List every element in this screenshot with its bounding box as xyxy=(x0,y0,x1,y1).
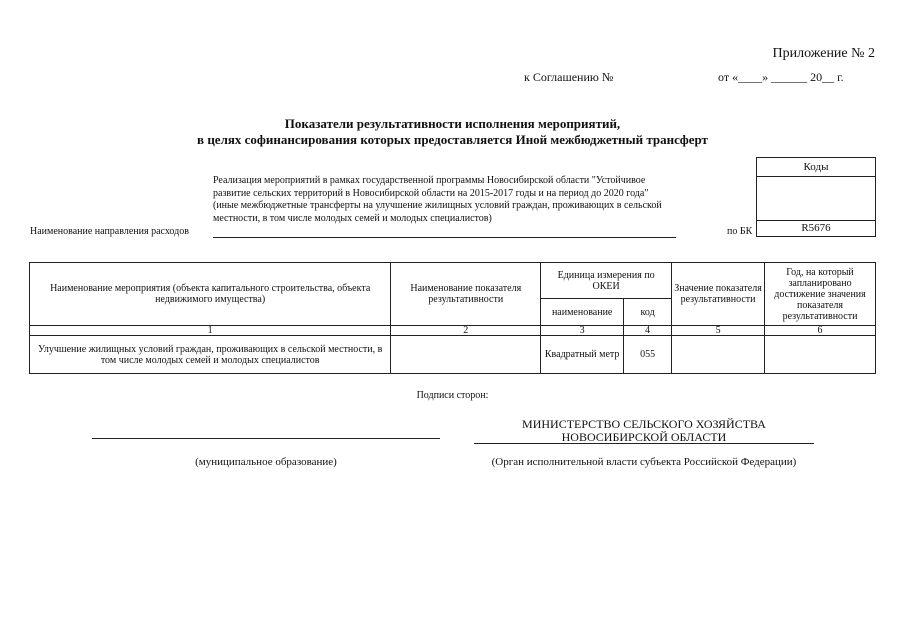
bk-label: по БК xyxy=(727,226,753,237)
header-unit-name: наименование xyxy=(541,299,624,326)
indicators-table xyxy=(29,262,876,374)
column-number: 3 xyxy=(541,326,624,336)
codes-box xyxy=(756,157,876,237)
row-unit-code: 055 xyxy=(624,336,672,374)
header-indicator: Наименование показателя результативности xyxy=(391,263,541,326)
row-indicator xyxy=(391,336,541,374)
agreement-reference: к Соглашению № xyxy=(524,70,614,84)
row-activity: Улучшение жилищных условий граждан, проживающих в сельской местности, в том числе молодых семей и молодых специалистов xyxy=(30,336,391,374)
codes-header: Коды xyxy=(757,158,875,177)
row-year xyxy=(765,336,876,374)
municipality-label: (муниципальное образование) xyxy=(195,456,337,468)
header-unit-code: код xyxy=(624,299,672,326)
bk-code-value: R5676 xyxy=(757,220,875,236)
row-value xyxy=(672,336,765,374)
column-number: 6 xyxy=(765,326,876,336)
expense-direction-underline xyxy=(213,237,676,238)
document-title xyxy=(0,116,905,148)
column-number: 1 xyxy=(30,326,391,336)
table-number-row xyxy=(30,326,876,336)
document-title-line-1: Показатели результативности исполнения мероприятий, xyxy=(284,116,621,131)
expense-direction-text: Реализация мероприятий в рамках государственной программы Новосибирской области "Устойчивое развитие сельских территорий в Новосибирской области на 2015-2017 годы и на период до 2020 года" (иные межбюджетные трансферты на улучшение жилищных условий граждан, проживающих в сельской местности, в том числе молодых семей и молодых специалистов) xyxy=(213,175,662,224)
ministry-signature-line xyxy=(474,443,814,444)
agreement-date: от «____» ______ 20__ г. xyxy=(718,70,844,84)
row-unit-name: Квадратный метр xyxy=(541,336,624,374)
column-number: 2 xyxy=(391,326,541,336)
header-year: Год, на который запланировано достижение значения показателя результативности xyxy=(765,263,876,326)
appendix-number: Приложение № 2 xyxy=(772,46,875,61)
document-title-line-2: в целях софинансирования которых предоставляется Иной межбюджетный трансферт xyxy=(197,132,708,147)
header-value: Значение показателя результативности xyxy=(672,263,765,326)
table-row xyxy=(30,336,876,374)
authority-label: (Орган исполнительной власти субъекта Российской Федерации) xyxy=(491,456,797,468)
table-header-row xyxy=(30,263,876,299)
column-number: 5 xyxy=(672,326,765,336)
header-activity: Наименование мероприятия (объекта капитального строительства, объекта недвижимого имущества) xyxy=(30,263,391,326)
ministry-name: МИНИСТЕРСТВО СЕЛЬСКОГО ХОЗЯЙСТВА НОВОСИБИРСКОЙ ОБЛАСТИ xyxy=(522,417,766,444)
header-unit-group: Единица измерения по ОКЕИ xyxy=(541,263,672,299)
municipality-signature-line xyxy=(92,438,440,439)
column-number: 4 xyxy=(624,326,672,336)
expense-direction-label: Наименование направления расходов xyxy=(30,226,189,237)
signatures-caption: Подписи сторон: xyxy=(416,390,489,401)
